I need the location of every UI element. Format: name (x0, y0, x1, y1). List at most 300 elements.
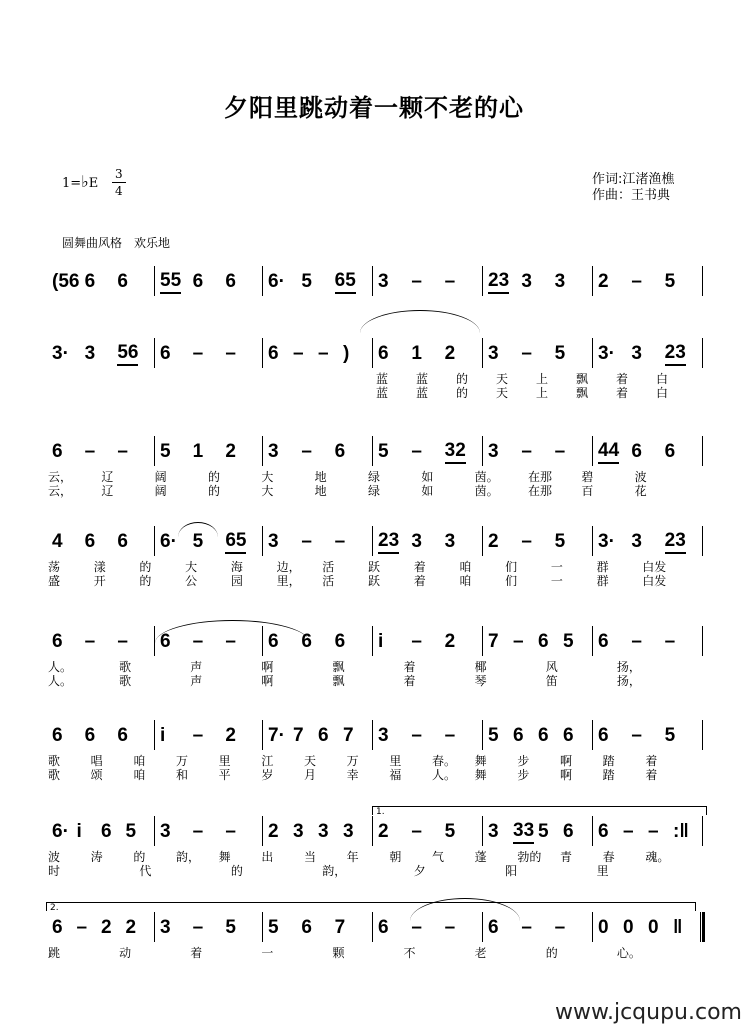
note: 3 (631, 343, 642, 364)
note: 2 (225, 441, 236, 462)
note: 5 (378, 441, 389, 462)
note: 6 (52, 917, 63, 938)
lyric-verse-1: 踏 (602, 754, 615, 768)
tempo-mood: 欢乐地 (134, 236, 171, 250)
note: 0 (598, 917, 609, 938)
note: – (513, 631, 524, 652)
note: 3 (554, 271, 566, 292)
note: – (521, 441, 532, 462)
note: 5 (301, 271, 312, 292)
note: 23 (665, 342, 686, 366)
note: ‖ (673, 917, 683, 938)
note: – (554, 441, 566, 462)
note: – (76, 917, 88, 938)
note: 5 (563, 631, 574, 652)
lyric-verse-1: 着 (403, 660, 416, 674)
lyric-verse-2: 在那 (528, 484, 553, 498)
lyric-verse-1: 着 (190, 946, 203, 960)
lyric-verse-2: 福 (389, 768, 402, 782)
note: 6 (334, 631, 346, 652)
note: 3· (598, 343, 615, 364)
lyric-verse-1: 涛 (90, 850, 103, 864)
lyric-verse-1: 上 (536, 372, 549, 386)
note: 6 (301, 631, 312, 652)
barline (154, 720, 155, 750)
note: 6 (513, 725, 524, 746)
lyric-verse-1: 天 (304, 754, 317, 768)
lyric-verse-1: 飘 (332, 660, 345, 674)
note: – (444, 725, 456, 746)
note: 6 (52, 441, 63, 462)
barline (702, 816, 703, 846)
note: 2 (125, 917, 137, 938)
lyric-verse-2: 时 (48, 864, 61, 878)
barline (372, 816, 373, 846)
barline (372, 338, 373, 368)
lyric-verse-1: 春。 (432, 754, 457, 768)
barline (482, 816, 483, 846)
note: 5 (554, 531, 566, 552)
lyric-verse-1: 动 (119, 946, 132, 960)
note: 6 (160, 631, 171, 652)
notes-line (46, 342, 706, 368)
barline (372, 266, 373, 296)
lyric-verse-2: 琴 (474, 674, 487, 688)
barline (592, 816, 593, 846)
lyric-verse-1: 心。 (616, 946, 641, 960)
note: – (84, 441, 96, 462)
note: 65 (335, 270, 356, 294)
note: – (444, 271, 456, 292)
note: 6 (52, 631, 63, 652)
lyric-verse-2: 的 (139, 574, 152, 588)
note: – (411, 271, 422, 292)
note: – (192, 725, 204, 746)
lyric-verse-1: 魂。 (645, 850, 670, 864)
lyric-verse-2: 啊 (261, 674, 274, 688)
final-barline (700, 912, 705, 942)
barline (372, 720, 373, 750)
lyric-verse-1: 地 (314, 470, 327, 484)
lyric-verse-1: 蓝 (416, 372, 429, 386)
notes-line (46, 630, 706, 656)
lyric-verse-1: 椰 (474, 660, 487, 674)
note: i (76, 821, 82, 842)
note: 1 (411, 343, 422, 364)
note: 3 (631, 531, 642, 552)
lyric-verse-2: 夕 (413, 864, 426, 878)
note: i (160, 725, 166, 746)
notes-line (46, 270, 706, 296)
lyric-verse-2: 地 (314, 484, 327, 498)
lyric-verse-1: 舞 (218, 850, 231, 864)
lyric-verse-2: 的 (230, 864, 243, 878)
barline (592, 526, 593, 556)
lyric-verse-1: 如 (421, 470, 434, 484)
lyric-verse-1: 歌 (48, 754, 61, 768)
note: 6 (84, 271, 96, 292)
note: 5 (444, 821, 456, 842)
note: – (117, 441, 128, 462)
lyric-verse-1: 跳 (48, 946, 61, 960)
lyric-verse-1: 辽 (101, 470, 114, 484)
lyric-verse-2: 啊 (560, 768, 573, 782)
note: 23 (378, 530, 399, 554)
note: – (225, 343, 236, 364)
lyric-verse-1: 朝 (389, 850, 402, 864)
note: – (192, 821, 204, 842)
note: – (554, 917, 566, 938)
barline (262, 266, 263, 296)
flat-icon: ♭ (81, 172, 89, 191)
lyric-verse-2: 园 (230, 574, 243, 588)
barline (592, 436, 593, 466)
note: 5 (225, 917, 236, 938)
note: 6 (117, 725, 128, 746)
note: 7 (343, 725, 354, 746)
lyric-verse-2: 茵。 (474, 484, 499, 498)
note: 3 (268, 531, 279, 552)
note: 6 (631, 441, 642, 462)
note: 6 (598, 631, 609, 652)
note: 6 (101, 821, 112, 842)
lyric-verse-2: 如 (421, 484, 434, 498)
lyric-verse-1: 白 (656, 372, 669, 386)
note: 3 (160, 821, 171, 842)
tempo-marking (62, 234, 182, 251)
notes-line (46, 530, 706, 556)
lyric-verse-1: 江 (261, 754, 274, 768)
lyric-verse-2: 月 (304, 768, 317, 782)
lyric-verse-2: 飘 (576, 386, 589, 400)
score-row (46, 630, 706, 690)
lyric-verse-2: 公 (185, 574, 198, 588)
lyric-verse-2: 里， (276, 574, 301, 588)
notes-line (46, 440, 706, 466)
note: – (623, 821, 634, 842)
note: – (301, 441, 312, 462)
lyric-verse-1: 波 (48, 850, 61, 864)
tempo-style: 圆舞曲风格 (62, 236, 123, 250)
lyric-verse-2: 代 (139, 864, 152, 878)
lyric-verse-1: 绿 (368, 470, 381, 484)
lyric-verse-2: 天 (496, 386, 509, 400)
lyric-verse-2: 阔 (154, 484, 167, 498)
score-row (46, 530, 706, 590)
lyric-verse-2: 声 (190, 674, 203, 688)
lyric-verse-1: 的 (208, 470, 221, 484)
lyric-verse-2: 阳 (505, 864, 518, 878)
lyric-verse-2: 的 (456, 386, 469, 400)
note: 2 (101, 917, 112, 938)
lyric-verse-1: 飘 (576, 372, 589, 386)
lyric-verse-1: 步 (517, 754, 530, 768)
lyric-verse-2: 踏 (602, 768, 615, 782)
note: 2 (444, 631, 456, 652)
slur-icon (155, 620, 310, 643)
lyric-verse-1: 出 (261, 850, 274, 864)
note: 2 (268, 821, 279, 842)
note: 6 (334, 441, 346, 462)
note: – (631, 725, 642, 746)
note: 2 (444, 343, 456, 364)
lyric-verse-1: 天 (496, 372, 509, 386)
lyric-verse-2: 舞 (474, 768, 487, 782)
note: 5 (268, 917, 279, 938)
barline (702, 720, 703, 750)
barline (154, 816, 155, 846)
lyric-verse-1: 不 (403, 946, 416, 960)
note: 6 (488, 917, 499, 938)
lyric-verse-1: 蓝 (376, 372, 389, 386)
lyric-verse-1: 歌 (119, 660, 132, 674)
lyric-verse-1: 大 (185, 560, 198, 574)
note: – (444, 917, 456, 938)
barline (482, 526, 483, 556)
lyric-verse-1: 勃的 (517, 850, 542, 864)
note: 0 (623, 917, 634, 938)
lyric-verse-1: 着 (413, 560, 426, 574)
note: 55 (160, 270, 181, 294)
note: 65 (225, 530, 246, 554)
barline (154, 266, 155, 296)
key-prefix: 1= (62, 176, 82, 191)
lyric-verse-1: 人。 (48, 660, 73, 674)
lyric-verse-2: 歌 (48, 768, 61, 782)
lyric-verse-2: 咱 (459, 574, 472, 588)
lyric-verse-1: 啊 (261, 660, 274, 674)
lyric-verse-1: 咱 (459, 560, 472, 574)
lyric-verse-1: 着 (645, 754, 658, 768)
note: 6 (598, 725, 609, 746)
note: 3· (52, 343, 69, 364)
lyric-verse-1: 颗 (332, 946, 345, 960)
barline (372, 436, 373, 466)
lyric-verse-1: 一 (550, 560, 563, 574)
lyric-verse-2: 绿 (368, 484, 381, 498)
note: 5 (538, 821, 549, 842)
lyric-verse-1: 老 (474, 946, 487, 960)
barline (592, 266, 593, 296)
lyric-verse-1: 群 (596, 560, 609, 574)
lyric-verse-1: 活 (322, 560, 335, 574)
note: 6 (318, 725, 329, 746)
lyric-verse-2: 百 (581, 484, 594, 498)
barline (262, 720, 263, 750)
lyric-verse-1: 风 (545, 660, 558, 674)
note: 23 (488, 270, 509, 294)
note: 3· (598, 531, 615, 552)
score-row (46, 807, 706, 880)
note: 6 (301, 917, 312, 938)
score-row (46, 342, 706, 402)
barline (154, 912, 155, 942)
note: – (225, 631, 236, 652)
credits (592, 172, 674, 204)
volta-bracket: 1. (372, 806, 707, 815)
notes-line (46, 820, 706, 846)
lyric-verse-2: 着 (645, 768, 658, 782)
lyric-verse-2: 飘 (332, 674, 345, 688)
note: 6 (563, 725, 574, 746)
note: 6 (117, 531, 128, 552)
note: 2 (598, 271, 609, 292)
note: – (411, 441, 422, 462)
lyric-verse-1: 海 (230, 560, 243, 574)
note: 3 (378, 271, 389, 292)
note: 3 (488, 441, 499, 462)
note: 6 (160, 343, 171, 364)
lyric-verse-2: 大 (261, 484, 274, 498)
key-signature (62, 172, 98, 191)
time-numerator: 3 (112, 166, 126, 183)
time-denominator: 4 (115, 184, 123, 198)
note: 6· (52, 821, 69, 842)
lyric-verse-1: 青 (560, 850, 573, 864)
barline (702, 266, 703, 296)
barline (482, 720, 483, 750)
note: 23 (665, 530, 686, 554)
barline (154, 338, 155, 368)
note: 6 (538, 631, 549, 652)
barline (702, 626, 703, 656)
barline (592, 720, 593, 750)
note: – (411, 725, 422, 746)
note: 2 (488, 531, 499, 552)
lyric-verse-2: 人。 (432, 768, 457, 782)
note: 3 (488, 821, 499, 842)
lyric-verse-2: 群 (596, 574, 609, 588)
note: 32 (445, 440, 466, 464)
lyric-verse-2: 和 (176, 768, 189, 782)
lyric-verse-2: 着 (413, 574, 426, 588)
lyric-verse-1: 唱 (90, 754, 103, 768)
lyric-verse-1: 年 (346, 850, 359, 864)
lyric-verse-2: 平 (218, 768, 231, 782)
lyric-verse-1: 万 (176, 754, 189, 768)
lyric-verse-1: 蓬 (474, 850, 487, 864)
note: – (631, 271, 642, 292)
barline (262, 436, 263, 466)
note: 7· (268, 725, 285, 746)
note: 6 (268, 631, 279, 652)
volta-bracket: 2. (46, 902, 696, 911)
note: 4 (52, 531, 63, 552)
note: 2 (225, 725, 236, 746)
barline (154, 436, 155, 466)
lyric-verse-1: 咱 (133, 754, 146, 768)
note: 5 (554, 343, 566, 364)
lyric-verse-1: 波 (634, 470, 647, 484)
lyric-verse-1: 边， (276, 560, 301, 574)
barline (702, 526, 703, 556)
lyric-verse-1: 声 (190, 660, 203, 674)
note: 6 (192, 271, 204, 292)
barline (372, 626, 373, 656)
lyricist: 作词:江渚渔樵 (592, 172, 675, 187)
barline (702, 436, 703, 466)
note: 6 (378, 917, 389, 938)
lyric-verse-2: 们 (505, 574, 518, 588)
note: – (318, 343, 329, 364)
note: 3 (318, 821, 329, 842)
lyric-verse-1: 白发 (642, 560, 667, 574)
lyric-verse-1: 的 (133, 850, 146, 864)
barline (154, 526, 155, 556)
note: – (411, 821, 422, 842)
slur-icon (178, 522, 218, 537)
note: 3 (293, 821, 304, 842)
lyric-verse-2: 咱 (133, 768, 146, 782)
note: 3 (521, 271, 532, 292)
lyric-verse-2: 活 (322, 574, 335, 588)
barline (372, 912, 373, 942)
barline (592, 338, 593, 368)
note: – (192, 631, 204, 652)
lyric-verse-1: 茵。 (474, 470, 499, 484)
lyric-verse-2: 一 (550, 574, 563, 588)
note: 6 (52, 725, 63, 746)
lyric-verse-1: 春 (602, 850, 615, 864)
note: 33 (513, 820, 534, 844)
note: 6 (378, 343, 389, 364)
score-row (46, 724, 706, 784)
lyric-verse-1: 碧 (581, 470, 594, 484)
note: 5 (488, 725, 499, 746)
lyric-verse-1: 里 (389, 754, 402, 768)
note: 1 (192, 441, 204, 462)
lyric-verse-2: 人。 (48, 674, 73, 688)
lyric-verse-2: 笛 (545, 674, 558, 688)
barline (592, 626, 593, 656)
note: :‖ (673, 821, 689, 842)
lyric-verse-1: 跃 (368, 560, 381, 574)
barline (482, 436, 483, 466)
note: 6· (268, 271, 285, 292)
barline (372, 526, 373, 556)
lyric-verse-2: 颂 (90, 768, 103, 782)
lyric-verse-2: 白发 (642, 574, 667, 588)
note: – (648, 821, 659, 842)
note: 2 (378, 821, 389, 842)
note: 3 (444, 531, 456, 552)
note: 6 (598, 821, 609, 842)
composer: 作曲：王书典 (592, 188, 671, 203)
lyric-verse-2: 白 (656, 386, 669, 400)
lyric-verse-1: 啊 (560, 754, 573, 768)
note: – (334, 531, 346, 552)
score-row (46, 903, 706, 976)
note: – (117, 631, 128, 652)
lyric-verse-2: 歌 (119, 674, 132, 688)
barline (262, 526, 263, 556)
note: – (411, 631, 422, 652)
note: 0 (648, 917, 659, 938)
note: 6 (117, 271, 128, 292)
note: – (631, 631, 642, 652)
note: 6 (538, 725, 549, 746)
lyric-verse-1: 的 (456, 372, 469, 386)
lyric-verse-2: 幸 (346, 768, 359, 782)
note: – (411, 917, 422, 938)
note: 3 (268, 441, 279, 462)
lyric-verse-1: 云， (48, 470, 73, 484)
barline (262, 816, 263, 846)
lyric-verse-2: 的 (208, 484, 221, 498)
lyric-verse-1: 当 (304, 850, 317, 864)
lyric-verse-2: 辽 (101, 484, 114, 498)
note: 5 (125, 821, 137, 842)
